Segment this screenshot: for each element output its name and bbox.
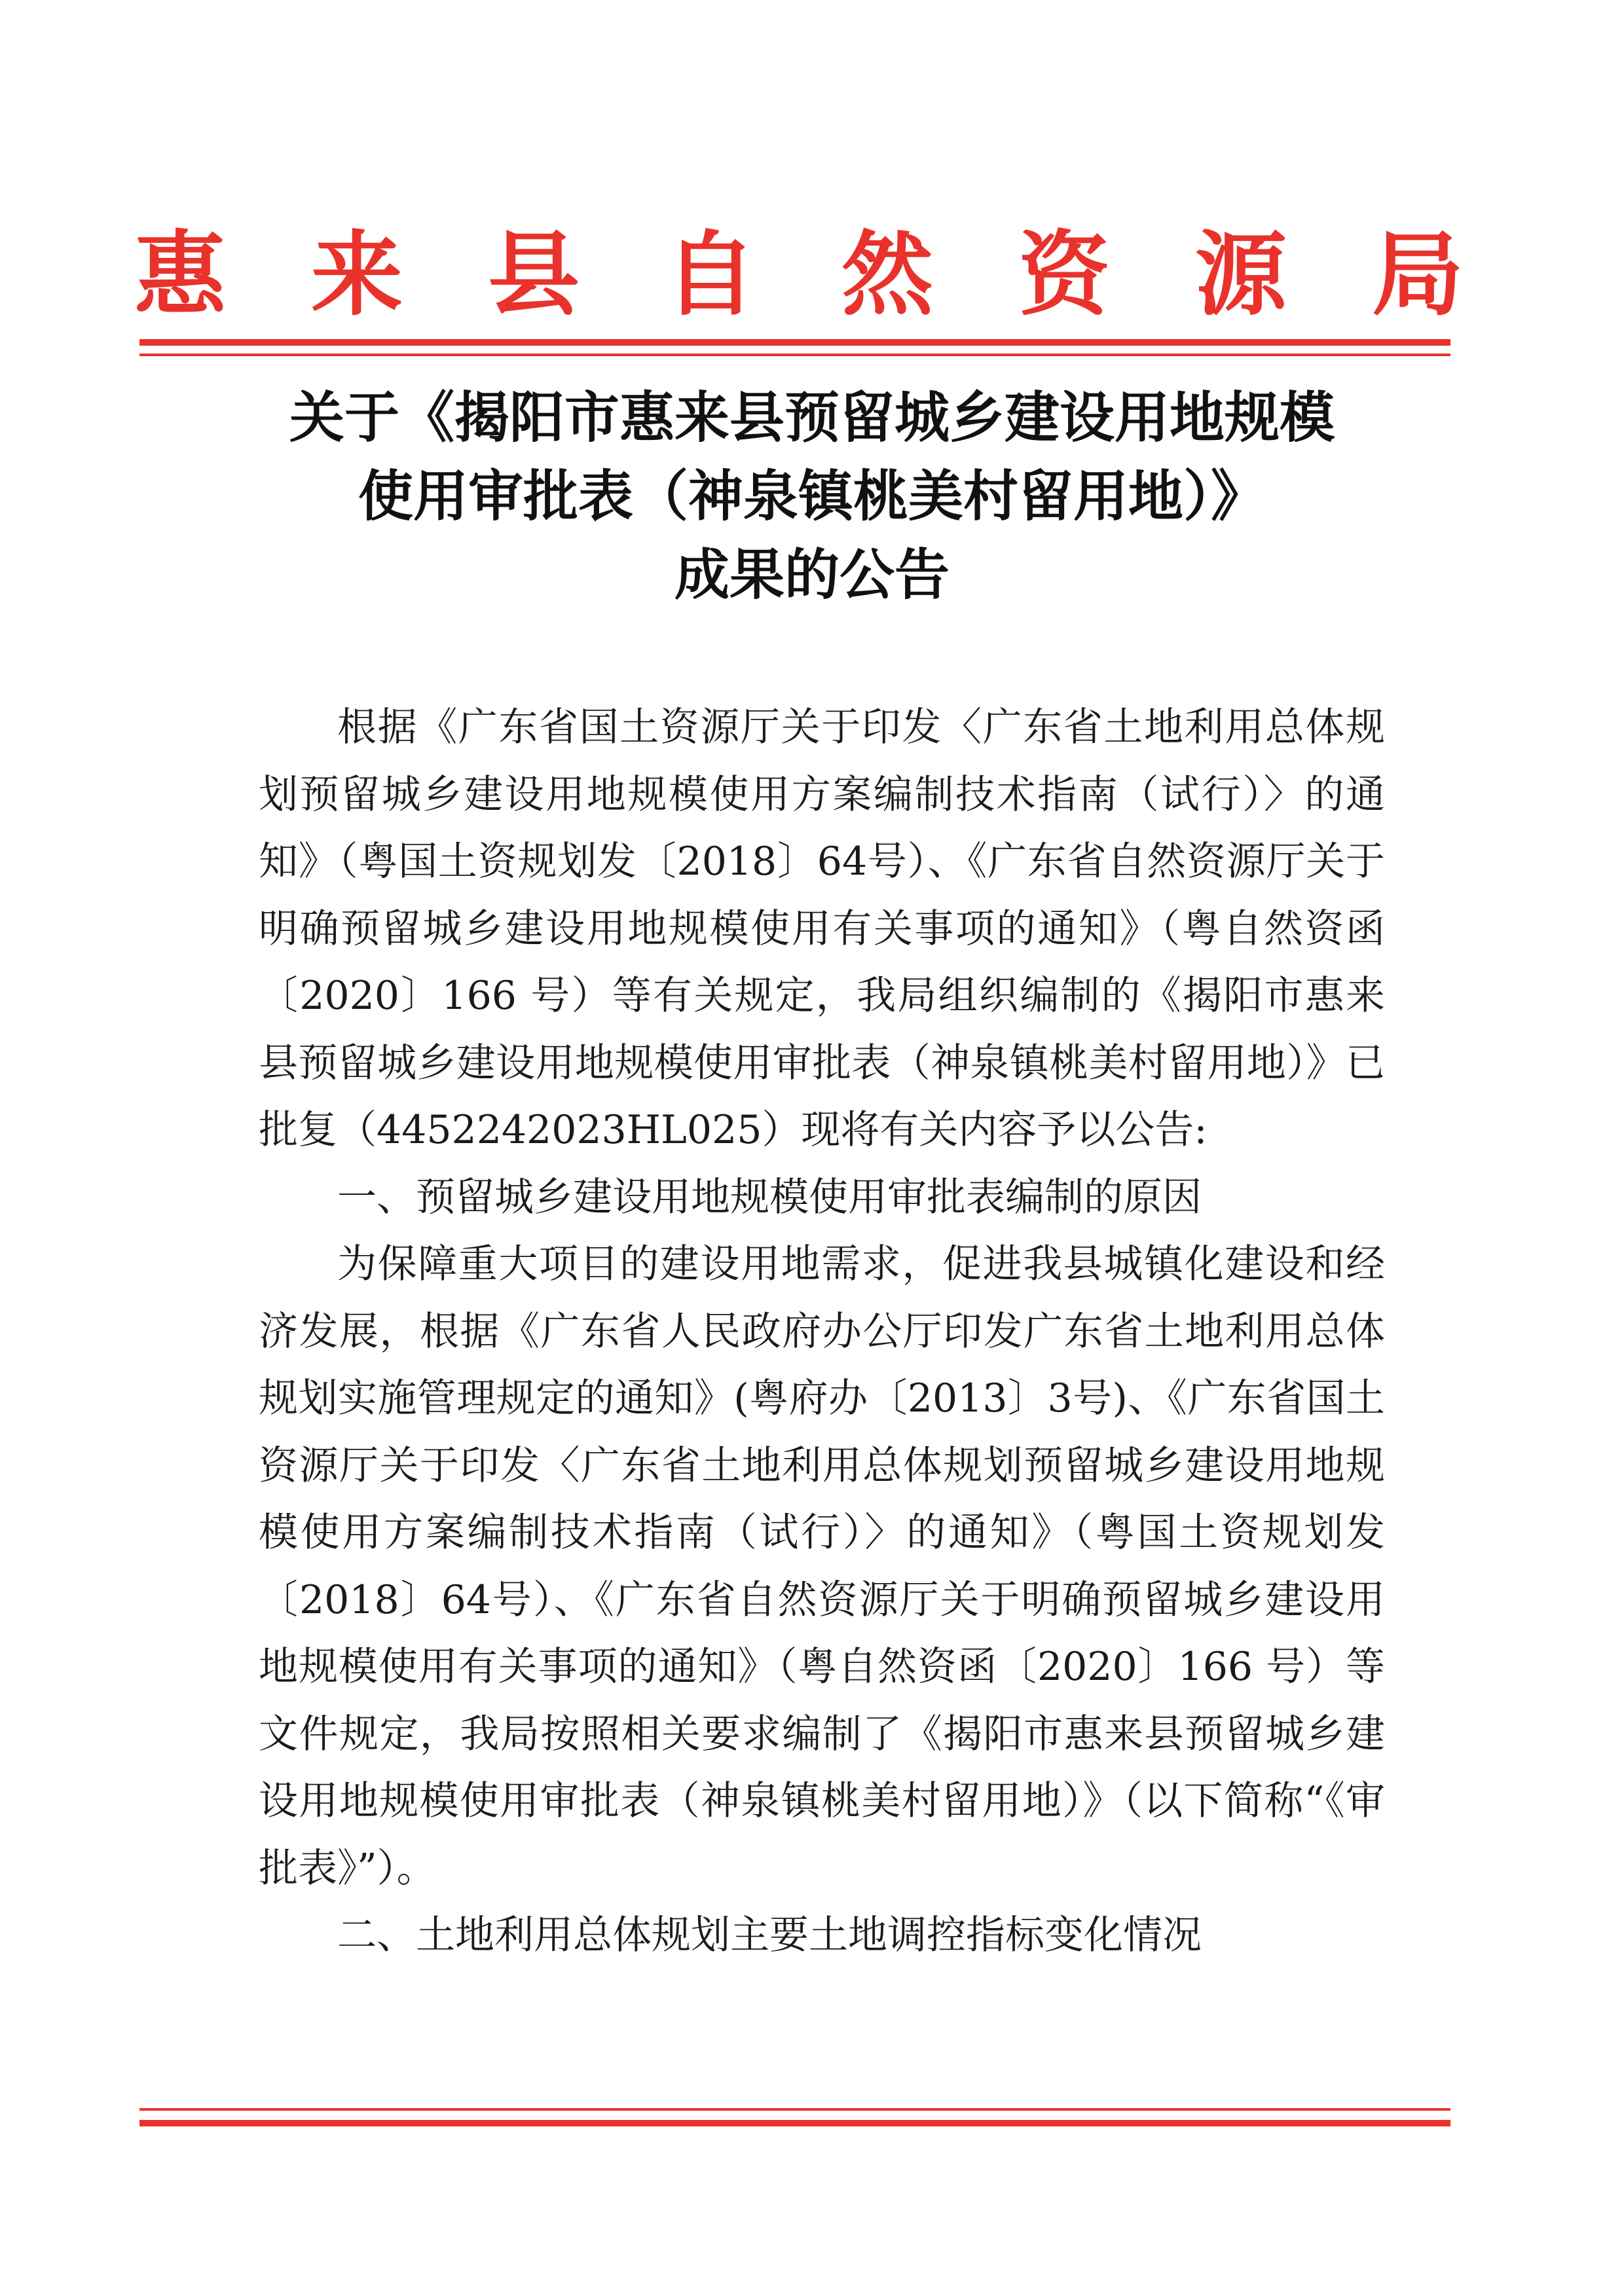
org-header bbox=[131, 221, 1467, 329]
document-title bbox=[131, 378, 1493, 614]
body-paragraph: 为保障重大项目的建设用地需求，促进我县城镇化建设和经济发展，根据《广东省人民政府办公厅印发广东省土地利用总体规划实施管理规定的通知》(粤府办〔2013〕3号)、《广东省国土资源厅关于印发〈广东省土地利用总体规划预留城乡建设用地规模使用方案编制技术指南（试行）〉的通知》（粤国土资规划发〔2018〕64号）、《广东省自然资源厅关于明确预留城乡建设用地规模使用有关事项的通知》（粤自然资函〔2020〕166 号）等文件规定，我局按照相关要求编制了《揭阳市惠来县预留城乡建设用地规模使用审批表（神泉镇桃美村留用地）》（以下简称“《审批表》”）。 bbox=[259, 1241, 1385, 1891]
section-heading-2: 二、土地利用总体规划主要土地调控指标变化情况 bbox=[337, 1912, 1202, 1958]
document-body bbox=[259, 694, 1385, 1969]
body-paragraph: 根据《广东省国土资源厅关于印发〈广东省土地利用总体规划预留城乡建设用地规模使用方案编制技术指南（试行）〉的通知》（粤国土资规划发〔2018〕64号）、《广东省自然资源厅关于明确预留城乡建设用地规模使用有关事项的通知》（粤自然资函〔2020〕166 号）等有关规定，我局组织编制的《揭阳市惠来县预留城乡建设用地规模使用审批表（神泉镇桃美村留用地）》已批复（4452242023HL025）现将有关内容予以公告: bbox=[259, 704, 1385, 1153]
title-line-3: 成果的公告 bbox=[674, 543, 950, 607]
footer-rule-thin bbox=[139, 2108, 1450, 2111]
header-rule-thin bbox=[139, 354, 1450, 356]
org-char: 来 bbox=[310, 221, 403, 329]
org-char: 惠 bbox=[134, 221, 226, 329]
org-char: 资 bbox=[1018, 221, 1110, 329]
footer-rule-thick bbox=[139, 2120, 1450, 2126]
org-char: 局 bbox=[1371, 221, 1464, 329]
title-line-2: 使用审批表（神泉镇桃美村留用地）》 bbox=[358, 464, 1266, 528]
org-char: 然 bbox=[841, 221, 933, 329]
org-char: 源 bbox=[1194, 221, 1287, 329]
title-line-1: 关于《揭阳市惠来县预留城乡建设用地规模 bbox=[289, 386, 1335, 450]
header-rule-thick bbox=[139, 339, 1450, 346]
org-char: 自 bbox=[664, 221, 756, 329]
org-char: 县 bbox=[487, 221, 580, 329]
section-heading-1: 一、预留城乡建设用地规模使用审批表编制的原因 bbox=[337, 1174, 1202, 1220]
